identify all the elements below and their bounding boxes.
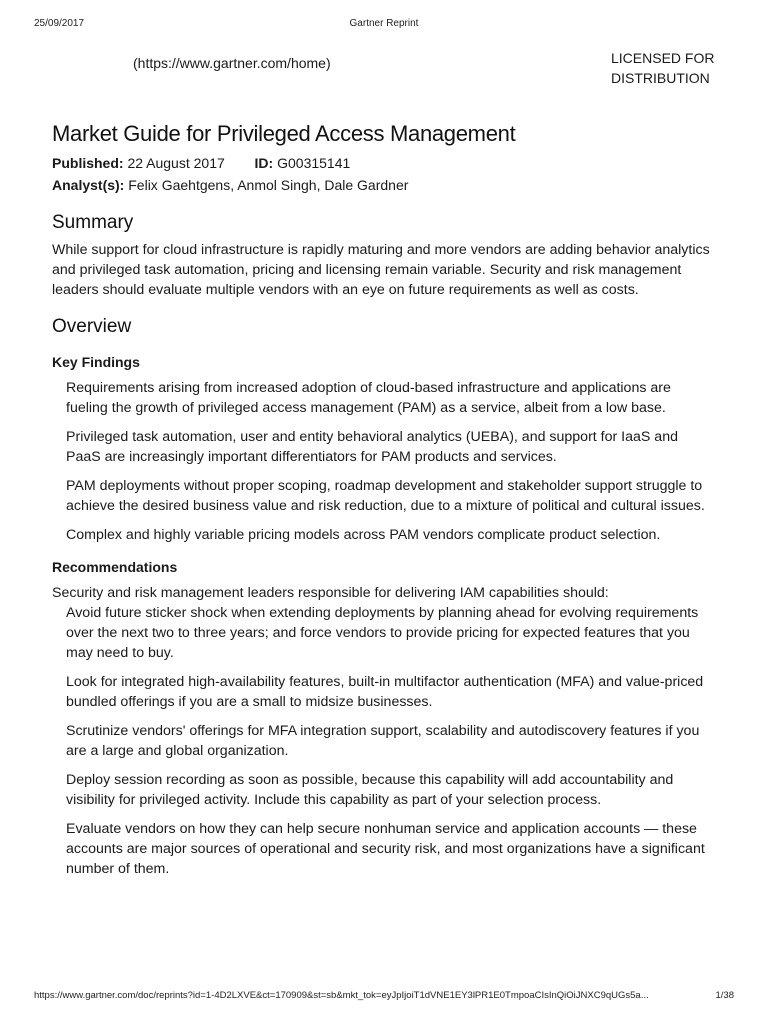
license-line-2: DISTRIBUTION xyxy=(611,70,710,86)
published-line xyxy=(52,152,716,174)
recommendations-intro: Security and risk management leaders responsible for delivering IAM capabilities should: xyxy=(52,585,609,601)
key-finding-item: Complex and highly variable pricing models across PAM vendors complicate product selection. xyxy=(66,527,661,543)
recommendations-list xyxy=(52,603,716,879)
document-title: Market Guide for Privileged Access Management xyxy=(52,121,516,146)
document-id: G00315141 xyxy=(277,155,351,171)
gartner-home-link[interactable]: (https://www.gartner.com/home) xyxy=(133,55,331,71)
print-footer xyxy=(34,990,734,1004)
recommendation-item: Evaluate vendors on how they can help secure nonhuman service and application accounts — these accounts are major sources of operational and security risk, and most organizations have a significant number of them. xyxy=(66,821,705,877)
recommendations-heading: Recommendations xyxy=(52,559,178,575)
print-title: Gartner Reprint xyxy=(349,18,419,29)
reprint-url-link[interactable]: https://www.gartner.com/doc/reprints?id=1-4D2LXVE&ct=170909&st=sb&mkt_tok=eyJpIjoiT1dVNE1EY3lPR1E0TmpoaCIsInQiOiJNXC9qUGs5a... xyxy=(34,990,649,1001)
key-findings-list xyxy=(52,378,716,545)
key-findings-heading: Key Findings xyxy=(52,354,140,370)
document-body xyxy=(52,118,716,888)
summary-text: While support for cloud infrastructure is rapidly maturing and more vendors are adding behavior analytics and privileged task automation, pricing and licensing remain variable. Security and risk management leaders should evaluate multiple vendors with an eye on future requirements as well as costs. xyxy=(52,242,710,298)
id-label: ID: xyxy=(254,155,274,171)
overview-heading: Overview xyxy=(52,316,132,337)
page-number: 1/38 xyxy=(715,990,734,1001)
license-line-1: LICENSED FOR xyxy=(611,50,715,66)
license-notice xyxy=(611,48,751,88)
published-label: Published: xyxy=(52,155,124,171)
analysts-line xyxy=(52,174,716,196)
print-header xyxy=(34,18,734,32)
key-finding-item: PAM deployments without proper scoping, roadmap development and stakeholder support struggle to achieve the desired business value and risk reduction, due to a mixture of political and cultural issues. xyxy=(66,478,705,514)
recommendation-item: Avoid future sticker shock when extending deployments by planning ahead for evolving requirements over the next two to three years; and force vendors to provide pricing for expected features that you may need to buy. xyxy=(66,605,699,661)
analysts-label: Analyst(s): xyxy=(52,177,125,193)
recommendation-item: Deploy session recording as soon as possible, because this capability will add accountability and visibility for privileged activity. Include this capability as part of your selection process. xyxy=(66,772,674,808)
published-date: 22 August 2017 xyxy=(127,155,225,171)
recommendation-item: Scrutinize vendors' offerings for MFA integration support, scalability and autodiscovery features if you are a large and global organization. xyxy=(66,723,700,759)
recommendation-item: Look for integrated high-availability features, built-in multifactor authentication (MFA) and value-priced bundled offerings if you are a small to midsize businesses. xyxy=(66,674,704,710)
print-date: 25/09/2017 xyxy=(34,18,85,29)
key-finding-item: Requirements arising from increased adoption of cloud-based infrastructure and applications are fueling the growth of privileged access management (PAM) as a service, albeit from a low base. xyxy=(66,380,671,416)
analysts-names: Felix Gaehtgens, Anmol Singh, Dale Gardner xyxy=(128,177,409,193)
key-finding-item: Privileged task automation, user and entity behavioral analytics (UEBA), and support for IaaS and PaaS are increasingly important differentiators for PAM products and services. xyxy=(66,429,678,465)
summary-heading: Summary xyxy=(52,212,134,233)
